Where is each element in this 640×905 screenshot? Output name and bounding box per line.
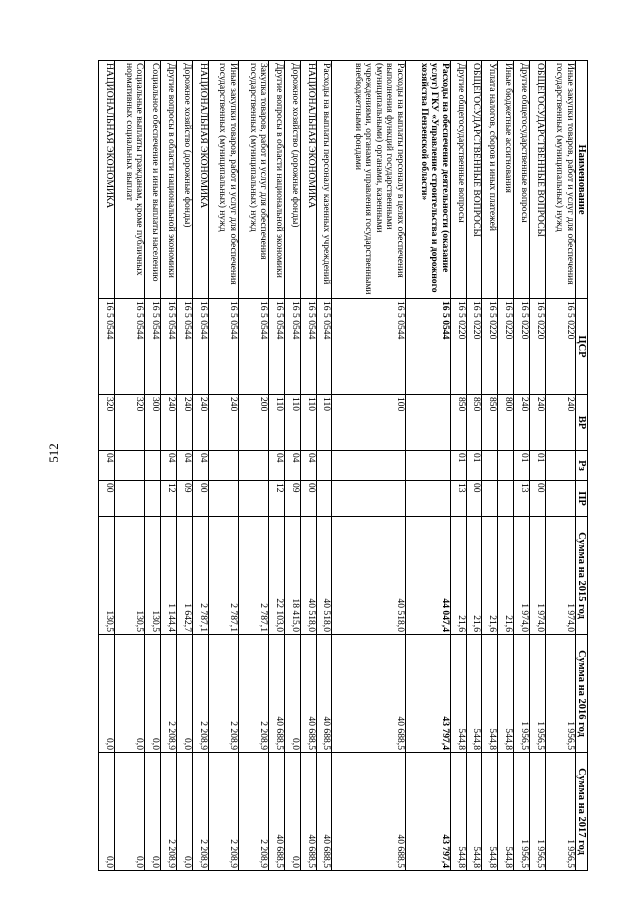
cell-2015: 1 974,0 [545, 517, 575, 635]
cell-name: НАЦИОНАЛЬНАЯ ЭКОНОМИКА [192, 61, 208, 299]
cell-2016: 0,0 [176, 635, 192, 753]
cell-2017: 0,0 [99, 753, 115, 871]
header-rz: Рз [576, 451, 588, 481]
cell-2016: 2 208,9 [208, 635, 238, 753]
cell-csr: 16 5 0544 [192, 299, 208, 395]
cell-vr: 240 [161, 395, 177, 451]
cell-2017: 544,8 [482, 753, 498, 871]
cell-2016: 40 688,5 [316, 635, 332, 753]
cell-2017: 40 688,5 [300, 753, 316, 871]
cell-csr: 16 5 0220 [498, 299, 514, 395]
cell-2015: 21,6 [466, 517, 482, 635]
cell-pr [545, 481, 575, 517]
cell-rz: 04 [269, 451, 285, 481]
cell-2016: 40 688,5 [300, 635, 316, 753]
table-row [176, 61, 192, 871]
cell-2017: 2 208,9 [161, 753, 177, 871]
table-row [332, 61, 406, 871]
cell-2016: 1 956,5 [514, 635, 530, 753]
cell-name: Дорожное хозяйство (дорожные фонды) [176, 61, 192, 299]
header-csr: ЦСР [576, 299, 588, 395]
cell-name: Другие вопросы в области национальной экономики [269, 61, 285, 299]
cell-name: Иные закупки товаров, работ и услуг для обеспечения государственных (муниципальных) нужд [545, 61, 575, 299]
cell-2016: 40 688,5 [332, 635, 406, 753]
cell-2017: 43 797,4 [406, 753, 451, 871]
cell-pr: 00 [466, 481, 482, 517]
cell-rz [115, 451, 145, 481]
table-row [238, 61, 268, 871]
cell-csr: 16 5 0544 [161, 299, 177, 395]
cell-2016: 0,0 [115, 635, 145, 753]
cell-2017: 2 208,9 [238, 753, 268, 871]
cell-csr: 16 5 0544 [145, 299, 161, 395]
budget-table [98, 60, 588, 871]
cell-2015: 1 144,4 [161, 517, 177, 635]
cell-2016: 544,8 [450, 635, 466, 753]
table-row [208, 61, 238, 871]
cell-pr: 09 [176, 481, 192, 517]
cell-2015: 22 103,0 [269, 517, 285, 635]
cell-2016: 544,8 [498, 635, 514, 753]
cell-2017: 0,0 [115, 753, 145, 871]
cell-rz: 04 [284, 451, 300, 481]
cell-vr: 110 [300, 395, 316, 451]
cell-2016: 1 956,5 [529, 635, 545, 753]
cell-name: Закупка товаров, работ и услуг для обеспечения государственных (муниципальных) нужд [238, 61, 268, 299]
cell-pr [498, 481, 514, 517]
cell-csr: 16 5 0544 [269, 299, 285, 395]
cell-2016: 40 688,5 [269, 635, 285, 753]
cell-vr: 240 [545, 395, 575, 451]
cell-2017: 544,8 [450, 753, 466, 871]
cell-2016: 544,8 [466, 635, 482, 753]
cell-rz: 04 [300, 451, 316, 481]
cell-pr: 12 [269, 481, 285, 517]
cell-2017: 2 208,9 [192, 753, 208, 871]
cell-name: НАЦИОНАЛЬНАЯ ЭКОНОМИКА [99, 61, 115, 299]
cell-pr: 13 [450, 481, 466, 517]
table-row [161, 61, 177, 871]
cell-2015: 21,6 [498, 517, 514, 635]
cell-pr [208, 481, 238, 517]
cell-pr: 00 [529, 481, 545, 517]
cell-vr: 100 [332, 395, 406, 451]
cell-rz [406, 451, 451, 481]
cell-2015: 18 415,0 [284, 517, 300, 635]
cell-csr: 16 5 0544 [406, 299, 451, 395]
cell-2015: 130,5 [115, 517, 145, 635]
cell-csr: 16 5 0544 [176, 299, 192, 395]
cell-name: Другие вопросы в области национальной экономики [161, 61, 177, 299]
table-row [466, 61, 482, 871]
cell-name: Расходы на обеспечение деятельности (оказание услуг) ГКУ «Управление строительства и дорожного хозяйства Пензенской области» [406, 61, 451, 299]
cell-rz: 04 [161, 451, 177, 481]
cell-pr [316, 481, 332, 517]
cell-name: Другие общегосударственные вопросы [514, 61, 530, 299]
cell-2017: 544,8 [466, 753, 482, 871]
cell-name: Расходы на выплаты персоналу в целях обеспечения выполнения функций государственными (муниципальными) органами, казенными учреждениями, органами управления государственными внебюджетными фондами [332, 61, 406, 299]
cell-csr: 16 5 0220 [514, 299, 530, 395]
cell-rz: 01 [450, 451, 466, 481]
table-row [498, 61, 514, 871]
cell-2015: 1 642,7 [176, 517, 192, 635]
cell-pr: 00 [99, 481, 115, 517]
cell-pr: 00 [192, 481, 208, 517]
cell-2017: 544,8 [498, 753, 514, 871]
cell-rz: 04 [176, 451, 192, 481]
cell-2017: 0,0 [145, 753, 161, 871]
cell-csr: 16 5 0544 [208, 299, 238, 395]
cell-vr: 110 [269, 395, 285, 451]
header-2015: Сумма на 2015 год [576, 517, 588, 635]
cell-vr: 240 [192, 395, 208, 451]
cell-2015: 2 787,1 [238, 517, 268, 635]
cell-name: Иные бюджетные ассигнования [498, 61, 514, 299]
table-row [284, 61, 300, 871]
cell-2016: 2 208,9 [238, 635, 268, 753]
cell-2015: 1 974,0 [529, 517, 545, 635]
header-2016: Сумма на 2016 год [576, 635, 588, 753]
cell-pr: 00 [300, 481, 316, 517]
cell-pr [115, 481, 145, 517]
cell-rz [238, 451, 268, 481]
cell-csr: 16 5 0544 [284, 299, 300, 395]
cell-2015: 40 518,0 [316, 517, 332, 635]
cell-pr [332, 481, 406, 517]
cell-pr [406, 481, 451, 517]
cell-vr: 240 [176, 395, 192, 451]
page-number [42, 0, 66, 905]
cell-vr: 320 [99, 395, 115, 451]
cell-2017: 1 956,5 [514, 753, 530, 871]
cell-vr: 300 [145, 395, 161, 451]
cell-name: Социальное обеспечение и иные выплаты населению [145, 61, 161, 299]
table-row [482, 61, 498, 871]
header-pr: ПР [576, 481, 588, 517]
table-header-row [576, 61, 588, 871]
table-row [316, 61, 332, 871]
cell-vr: 240 [514, 395, 530, 451]
cell-name: Иные закупки товаров, работ и услуг для обеспечения государственных (муниципальных) нужд [208, 61, 238, 299]
cell-2016: 0,0 [99, 635, 115, 753]
cell-2015: 130,5 [145, 517, 161, 635]
cell-2016: 2 208,9 [161, 635, 177, 753]
cell-rz: 01 [514, 451, 530, 481]
table-row [406, 61, 451, 871]
cell-csr: 16 5 0220 [466, 299, 482, 395]
rotated-table-container [98, 60, 588, 870]
cell-rz [332, 451, 406, 481]
cell-2017: 40 688,5 [332, 753, 406, 871]
cell-2015: 21,6 [450, 517, 466, 635]
header-name: Наименование [576, 61, 588, 299]
cell-vr: 240 [529, 395, 545, 451]
cell-rz [498, 451, 514, 481]
cell-pr: 13 [514, 481, 530, 517]
cell-vr: 110 [316, 395, 332, 451]
table-row [529, 61, 545, 871]
cell-2016: 43 797,4 [406, 635, 451, 753]
cell-name: Дорожное хозяйство (дорожные фонды) [284, 61, 300, 299]
cell-csr: 16 5 0220 [545, 299, 575, 395]
cell-vr: 850 [466, 395, 482, 451]
table-row [115, 61, 145, 871]
cell-2015: 44 047,4 [406, 517, 451, 635]
cell-csr: 16 5 0544 [300, 299, 316, 395]
table-row [192, 61, 208, 871]
cell-vr: 850 [450, 395, 466, 451]
cell-name: Социальные выплаты гражданам, кроме публичных нормативных социальных выплат [115, 61, 145, 299]
cell-2017: 0,0 [176, 753, 192, 871]
cell-csr: 16 5 0544 [332, 299, 406, 395]
cell-2016: 544,8 [482, 635, 498, 753]
cell-2016: 0,0 [284, 635, 300, 753]
cell-rz: 04 [99, 451, 115, 481]
table-row [99, 61, 115, 871]
cell-2017: 2 208,9 [208, 753, 238, 871]
cell-csr: 16 5 0220 [450, 299, 466, 395]
cell-vr: 800 [498, 395, 514, 451]
cell-vr: 200 [238, 395, 268, 451]
cell-2015: 40 518,0 [300, 517, 316, 635]
cell-pr [482, 481, 498, 517]
cell-csr: 16 5 0220 [482, 299, 498, 395]
cell-2017: 1 956,5 [545, 753, 575, 871]
table-row [450, 61, 466, 871]
header-2017: Сумма на 2017 год [576, 753, 588, 871]
table-row [269, 61, 285, 871]
cell-2017: 40 688,5 [269, 753, 285, 871]
cell-csr: 16 5 0220 [529, 299, 545, 395]
cell-rz [145, 451, 161, 481]
table-row [145, 61, 161, 871]
cell-name: Уплата налогов, сборов и иных платежей [482, 61, 498, 299]
cell-name: ОБЩЕГОСУДАРСТВЕННЫЕ ВОПРОСЫ [529, 61, 545, 299]
cell-2016: 2 208,9 [192, 635, 208, 753]
cell-name: ОБЩЕГОСУДАРСТВЕННЫЕ ВОПРОСЫ [466, 61, 482, 299]
cell-2017: 0,0 [284, 753, 300, 871]
header-vr: ВР [576, 395, 588, 451]
cell-2016: 1 956,5 [545, 635, 575, 753]
cell-rz: 01 [529, 451, 545, 481]
cell-name: Другие общегосударственные вопросы [450, 61, 466, 299]
table-row [300, 61, 316, 871]
table-body [99, 61, 576, 871]
cell-name: Расходы на выплаты персоналу казенных учреждений [316, 61, 332, 299]
cell-csr: 16 5 0544 [316, 299, 332, 395]
cell-csr: 16 5 0544 [115, 299, 145, 395]
cell-2017: 1 956,5 [529, 753, 545, 871]
cell-vr: 110 [284, 395, 300, 451]
cell-2016: 0,0 [145, 635, 161, 753]
cell-2015: 21,6 [482, 517, 498, 635]
cell-vr [406, 395, 451, 451]
cell-2015: 2 787,1 [208, 517, 238, 635]
cell-2015: 1 974,0 [514, 517, 530, 635]
cell-pr [238, 481, 268, 517]
cell-rz: 01 [466, 451, 482, 481]
table-row [545, 61, 575, 871]
cell-pr: 09 [284, 481, 300, 517]
cell-rz [545, 451, 575, 481]
cell-2015: 2 787,1 [192, 517, 208, 635]
cell-rz [208, 451, 238, 481]
cell-rz [482, 451, 498, 481]
cell-pr [145, 481, 161, 517]
cell-csr: 16 5 0544 [99, 299, 115, 395]
cell-2017: 40 688,5 [316, 753, 332, 871]
cell-vr: 320 [115, 395, 145, 451]
cell-2015: 40 518,0 [332, 517, 406, 635]
cell-vr: 240 [208, 395, 238, 451]
cell-vr: 850 [482, 395, 498, 451]
cell-2015: 130,5 [99, 517, 115, 635]
cell-rz [316, 451, 332, 481]
cell-name: НАЦИОНАЛЬНАЯ ЭКОНОМИКА [300, 61, 316, 299]
cell-pr: 12 [161, 481, 177, 517]
cell-csr: 16 5 0544 [238, 299, 268, 395]
page-number-text: 512 [46, 442, 61, 463]
cell-rz: 04 [192, 451, 208, 481]
table-row [514, 61, 530, 871]
